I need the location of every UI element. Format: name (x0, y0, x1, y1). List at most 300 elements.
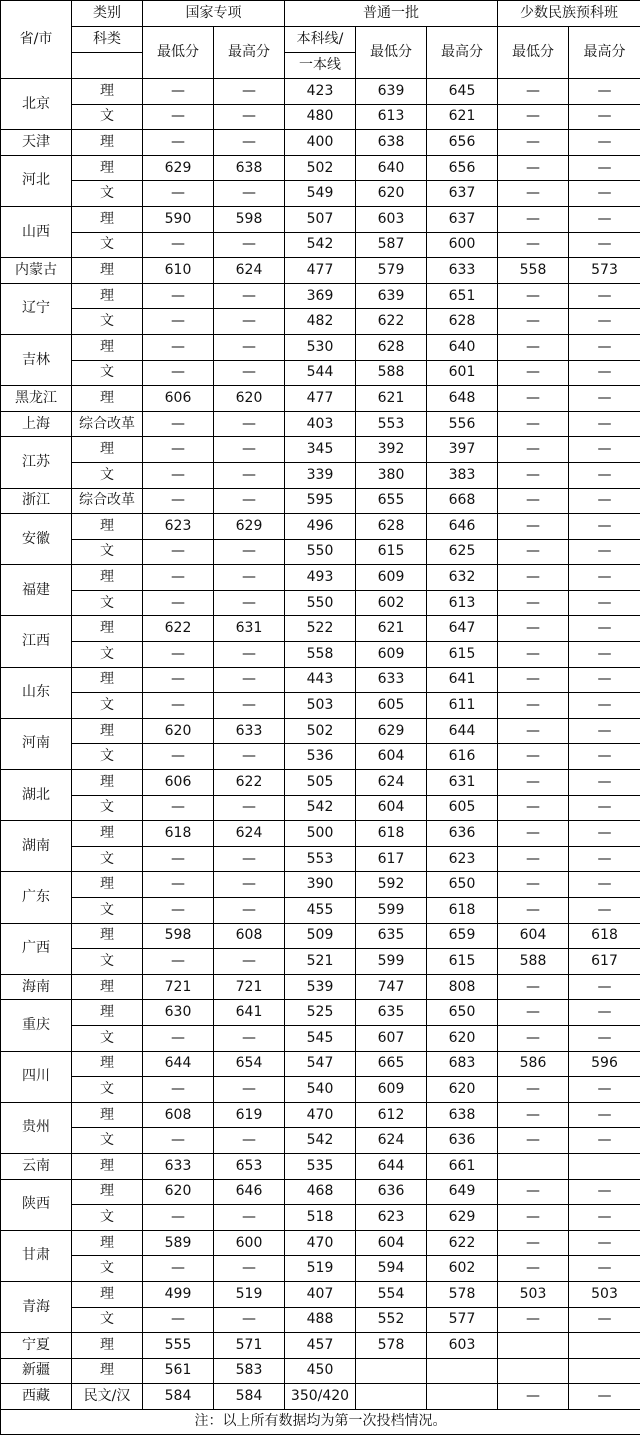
national-min-cell: 644 (143, 1051, 214, 1077)
province-cell: 黑龙江 (1, 386, 72, 412)
subject-cell: 理 (72, 514, 143, 540)
national-min-cell: — (143, 1307, 214, 1333)
line-header-top: 本科线/ (285, 27, 356, 53)
regular-max-cell: 668 (427, 488, 498, 514)
regular-min-cell: 604 (356, 744, 427, 770)
table-row (1, 539, 640, 565)
subject-cell: 理 (72, 872, 143, 898)
table-row (1, 974, 640, 1000)
minority-max-cell: — (569, 1384, 640, 1410)
minority-min-cell: — (498, 462, 569, 488)
table-row (1, 206, 640, 232)
table-row (1, 744, 640, 770)
national-min-cell: — (143, 1025, 214, 1051)
regular-max-cell: 383 (427, 462, 498, 488)
national-min-cell: — (143, 1128, 214, 1154)
regular-max-cell: 622 (427, 1230, 498, 1256)
table-row (1, 79, 640, 105)
regular-min-cell: 628 (356, 514, 427, 540)
province-cell: 山东 (1, 667, 72, 718)
national-min-cell: 610 (143, 258, 214, 284)
line-cell: 522 (285, 616, 356, 642)
line-cell: 545 (285, 1025, 356, 1051)
regular-max-cell: 636 (427, 1128, 498, 1154)
national-min-cell: 629 (143, 155, 214, 181)
regular-min-cell: 599 (356, 949, 427, 975)
national-max-cell: — (214, 283, 285, 309)
minority-min-cell: — (498, 795, 569, 821)
regular-max-cell (427, 1384, 498, 1410)
subject-cell: 文 (72, 1025, 143, 1051)
minority-max-cell: — (569, 206, 640, 232)
line-cell: 470 (285, 1230, 356, 1256)
subject-cell: 理 (72, 1102, 143, 1128)
national-max-cell: 721 (214, 974, 285, 1000)
regular-min-cell: 552 (356, 1307, 427, 1333)
minority-max-cell: — (569, 693, 640, 719)
national-min-cell: 721 (143, 974, 214, 1000)
national-min-cell: — (143, 309, 214, 335)
minority-min-cell: — (498, 155, 569, 181)
minority-max-cell (569, 1358, 640, 1384)
minority-max-cell: 618 (569, 923, 640, 949)
national-min-cell: — (143, 846, 214, 872)
regular-max-cell: 640 (427, 334, 498, 360)
province-cell: 湖北 (1, 770, 72, 821)
national-max-cell: — (214, 334, 285, 360)
regular-min-cell (356, 1358, 427, 1384)
subject-cell: 理 (72, 334, 143, 360)
regular-min-cell: 602 (356, 590, 427, 616)
minority-max-cell: — (569, 104, 640, 130)
line-cell: 488 (285, 1307, 356, 1333)
table-row (1, 846, 640, 872)
national-max-cell: — (214, 130, 285, 156)
national-min-cell: — (143, 104, 214, 130)
national-min-cell: — (143, 539, 214, 565)
minority-min-cell: — (498, 1205, 569, 1231)
table-row (1, 770, 640, 796)
line-cell: 477 (285, 258, 356, 284)
regular-max-cell: 633 (427, 258, 498, 284)
regular-max-cell: 621 (427, 104, 498, 130)
table-row (1, 411, 640, 437)
minority-min-cell: — (498, 539, 569, 565)
subject-cell: 理 (72, 79, 143, 105)
national-max-cell: — (214, 411, 285, 437)
province-cell: 吉林 (1, 334, 72, 385)
province-cell: 福建 (1, 565, 72, 616)
table-row (1, 1230, 640, 1256)
national-max-cell: — (214, 590, 285, 616)
minority-max-cell: — (569, 411, 640, 437)
minority-max-cell: — (569, 79, 640, 105)
regular-min-cell: 579 (356, 258, 427, 284)
national-max-cell: — (214, 309, 285, 335)
line-cell: 530 (285, 334, 356, 360)
subject-cell: 文 (72, 590, 143, 616)
minority-max-cell: — (569, 1205, 640, 1231)
national-min-cell: — (143, 488, 214, 514)
national-max-cell: — (214, 488, 285, 514)
national-max-cell: — (214, 1025, 285, 1051)
table-row (1, 616, 640, 642)
table-row (1, 360, 640, 386)
national-max-cell: 583 (214, 1358, 285, 1384)
national-max-cell: — (214, 642, 285, 668)
line-cell: 493 (285, 565, 356, 591)
regular-min-cell: 638 (356, 130, 427, 156)
line-cell: 470 (285, 1102, 356, 1128)
subject-cell: 理 (72, 616, 143, 642)
regular-min-cell: 554 (356, 1281, 427, 1307)
minority-min-cell: — (498, 1307, 569, 1333)
subject-cell: 理 (72, 1000, 143, 1026)
table-row (1, 334, 640, 360)
province-cell: 安徽 (1, 514, 72, 565)
national-min-cell: — (143, 795, 214, 821)
category-header: 类别 (72, 1, 143, 27)
national-min-cell: — (143, 462, 214, 488)
subject-cell: 文 (72, 104, 143, 130)
table-row (1, 1333, 640, 1359)
regular-max-cell: 613 (427, 590, 498, 616)
minority-min-cell (498, 1153, 569, 1179)
regular-min-cell: 623 (356, 1205, 427, 1231)
table-row (1, 795, 640, 821)
regular-max-cell: 637 (427, 206, 498, 232)
table-row (1, 258, 640, 284)
subject-cell: 理 (72, 718, 143, 744)
minority-min-cell (498, 1333, 569, 1359)
subject-cell: 文 (72, 1256, 143, 1282)
minority-min-header: 最低分 (498, 27, 569, 79)
province-cell: 广东 (1, 872, 72, 923)
table-row (1, 821, 640, 847)
minority-min-cell: 604 (498, 923, 569, 949)
national-min-cell: — (143, 667, 214, 693)
table-row (1, 642, 640, 668)
line-cell: 443 (285, 667, 356, 693)
national-min-cell: — (143, 693, 214, 719)
national-min-cell: — (143, 130, 214, 156)
line-cell: 339 (285, 462, 356, 488)
regular-max-cell: 656 (427, 155, 498, 181)
line-cell: 477 (285, 386, 356, 412)
regular-min-cell: 609 (356, 642, 427, 668)
province-cell: 西藏 (1, 1384, 72, 1410)
regular-max-cell: 683 (427, 1051, 498, 1077)
minority-min-cell: — (498, 1102, 569, 1128)
minority-min-cell: — (498, 744, 569, 770)
subject-cell: 文 (72, 898, 143, 924)
line-cell: 595 (285, 488, 356, 514)
regular-min-cell (356, 1384, 427, 1410)
table-row (1, 1179, 640, 1205)
regular-max-cell: 638 (427, 1102, 498, 1128)
subject-cell: 文 (72, 949, 143, 975)
minority-max-cell (569, 1153, 640, 1179)
subject-cell: 理 (72, 1051, 143, 1077)
regular-max-cell: 636 (427, 821, 498, 847)
subject-cell: 理 (72, 1153, 143, 1179)
line-cell: 544 (285, 360, 356, 386)
national-min-cell: — (143, 590, 214, 616)
line-cell: 558 (285, 642, 356, 668)
minority-min-cell: — (498, 232, 569, 258)
table-row (1, 1051, 640, 1077)
footnote: 注：以上所有数据均为第一次投档情况。 (1, 1409, 640, 1434)
minority-min-cell: — (498, 846, 569, 872)
national-max-cell: 584 (214, 1384, 285, 1410)
regular-max-cell: 628 (427, 309, 498, 335)
minority-max-cell: — (569, 155, 640, 181)
national-max-cell: — (214, 1307, 285, 1333)
national-max-cell: — (214, 667, 285, 693)
minority-min-cell: — (498, 1384, 569, 1410)
national-min-cell: — (143, 744, 214, 770)
table-row (1, 514, 640, 540)
minority-max-cell: — (569, 462, 640, 488)
national-min-cell: — (143, 1077, 214, 1103)
province-cell: 江西 (1, 616, 72, 667)
minority-min-cell: 588 (498, 949, 569, 975)
subject-cell: 文 (72, 1128, 143, 1154)
table-row (1, 1025, 640, 1051)
regular-max-cell: 577 (427, 1307, 498, 1333)
regular-max-cell: 600 (427, 232, 498, 258)
regular-max-cell (427, 1358, 498, 1384)
national-min-cell: 561 (143, 1358, 214, 1384)
regular-min-cell: 609 (356, 1077, 427, 1103)
table-row (1, 1102, 640, 1128)
minority-min-cell: — (498, 872, 569, 898)
table-row (1, 181, 640, 207)
minority-max-cell: 617 (569, 949, 640, 975)
table-row (1, 1000, 640, 1026)
minority-min-cell: — (498, 206, 569, 232)
regular-max-cell: 605 (427, 795, 498, 821)
regular-min-cell: 622 (356, 309, 427, 335)
regular-max-cell: 602 (427, 1256, 498, 1282)
national-min-cell: — (143, 949, 214, 975)
table-row (1, 462, 640, 488)
regular-max-cell: 659 (427, 923, 498, 949)
regular-max-cell: 397 (427, 437, 498, 463)
table-row (1, 130, 640, 156)
regular-min-cell: 665 (356, 1051, 427, 1077)
regular-max-cell: 647 (427, 616, 498, 642)
subject-cell: 文 (72, 795, 143, 821)
line-cell: 457 (285, 1333, 356, 1359)
table-row (1, 1256, 640, 1282)
national-min-cell: — (143, 334, 214, 360)
table-row (1, 1077, 640, 1103)
national-max-cell: 641 (214, 1000, 285, 1026)
minority-min-cell: — (498, 616, 569, 642)
regular-min-cell: 578 (356, 1333, 427, 1359)
regular-max-cell: 808 (427, 974, 498, 1000)
minority-max-cell: — (569, 386, 640, 412)
national-min-cell: — (143, 1205, 214, 1231)
national-max-cell: — (214, 744, 285, 770)
national-max-cell: 624 (214, 821, 285, 847)
national-max-cell: — (214, 539, 285, 565)
minority-min-cell: — (498, 642, 569, 668)
national-max-cell: — (214, 565, 285, 591)
regular-max-cell: 615 (427, 949, 498, 975)
subject-cell: 文 (72, 462, 143, 488)
minority-max-cell: — (569, 1256, 640, 1282)
line-cell: 455 (285, 898, 356, 924)
minority-min-cell: — (498, 565, 569, 591)
national-min-cell: 590 (143, 206, 214, 232)
national-max-cell: — (214, 437, 285, 463)
province-cell: 云南 (1, 1153, 72, 1179)
minority-max-cell: — (569, 616, 640, 642)
national-min-cell: 499 (143, 1281, 214, 1307)
table-row (1, 309, 640, 335)
national-max-cell: 629 (214, 514, 285, 540)
national-max-cell: — (214, 79, 285, 105)
regular-min-cell: 655 (356, 488, 427, 514)
minority-max-cell: — (569, 283, 640, 309)
minority-max-cell: — (569, 437, 640, 463)
national-min-cell: — (143, 565, 214, 591)
minority-min-cell: — (498, 1179, 569, 1205)
regular-max-cell: 645 (427, 79, 498, 105)
minority-min-cell: — (498, 386, 569, 412)
minority-min-cell: — (498, 1025, 569, 1051)
regular-min-cell: 640 (356, 155, 427, 181)
regular-min-cell: 629 (356, 718, 427, 744)
regular-min-cell: 588 (356, 360, 427, 386)
regular-max-cell: 649 (427, 1179, 498, 1205)
minority-min-cell: — (498, 334, 569, 360)
minority-min-cell: — (498, 514, 569, 540)
line-cell: 525 (285, 1000, 356, 1026)
national-min-cell: 606 (143, 386, 214, 412)
regular-min-cell: 609 (356, 565, 427, 591)
subject-cell: 理 (72, 155, 143, 181)
subject-cell: 理 (72, 1230, 143, 1256)
minority-min-cell: — (498, 718, 569, 744)
regular-max-cell: 650 (427, 872, 498, 898)
regular-min-cell: 607 (356, 1025, 427, 1051)
table-row (1, 1358, 640, 1384)
regular-min-cell: 633 (356, 667, 427, 693)
line-header-bottom: 一本线 (285, 53, 356, 79)
line-cell: 390 (285, 872, 356, 898)
regular-max-cell: 620 (427, 1077, 498, 1103)
national-max-cell: 633 (214, 718, 285, 744)
regular-min-header: 最低分 (356, 27, 427, 79)
national-special-header: 国家专项 (143, 1, 285, 27)
national-max-cell: — (214, 104, 285, 130)
regular-min-cell: 592 (356, 872, 427, 898)
minority-max-cell: — (569, 1307, 640, 1333)
minority-max-cell: — (569, 539, 640, 565)
table-row (1, 1205, 640, 1231)
national-min-cell: 622 (143, 616, 214, 642)
subject-cell: 综合改革 (72, 411, 143, 437)
line-cell: 542 (285, 232, 356, 258)
subject-cell: 理 (72, 130, 143, 156)
minority-min-cell: — (498, 488, 569, 514)
regular-min-cell: 635 (356, 1000, 427, 1026)
subject-header-blank (72, 53, 143, 79)
regular-min-cell: 617 (356, 846, 427, 872)
national-max-cell: 598 (214, 206, 285, 232)
subject-cell: 理 (72, 258, 143, 284)
minority-min-cell: — (498, 974, 569, 1000)
table-row (1, 488, 640, 514)
regular-min-cell: 380 (356, 462, 427, 488)
regular-max-cell: 650 (427, 1000, 498, 1026)
minority-max-cell: — (569, 514, 640, 540)
national-max-cell: — (214, 846, 285, 872)
national-min-cell: 630 (143, 1000, 214, 1026)
minority-min-cell: — (498, 1230, 569, 1256)
national-max-cell: — (214, 360, 285, 386)
national-max-cell: 646 (214, 1179, 285, 1205)
subject-cell: 理 (72, 770, 143, 796)
subject-cell: 文 (72, 642, 143, 668)
table-row (1, 104, 640, 130)
table-row (1, 693, 640, 719)
minority-min-cell: 586 (498, 1051, 569, 1077)
table-row (1, 590, 640, 616)
minority-max-cell: — (569, 770, 640, 796)
national-min-cell: 598 (143, 923, 214, 949)
minority-min-cell: 558 (498, 258, 569, 284)
minority-min-cell: — (498, 770, 569, 796)
national-max-cell: 519 (214, 1281, 285, 1307)
table-row (1, 667, 640, 693)
minority-max-cell: — (569, 872, 640, 898)
minority-min-cell: — (498, 411, 569, 437)
minority-min-cell: — (498, 309, 569, 335)
regular-max-cell: 656 (427, 130, 498, 156)
regular-batch-header: 普通一批 (285, 1, 498, 27)
national-min-cell: — (143, 437, 214, 463)
regular-min-cell: 599 (356, 898, 427, 924)
regular-max-cell: 578 (427, 1281, 498, 1307)
minority-max-cell: — (569, 1077, 640, 1103)
subject-cell: 文 (72, 539, 143, 565)
minority-min-cell: — (498, 79, 569, 105)
national-max-cell: — (214, 693, 285, 719)
minority-max-cell: — (569, 744, 640, 770)
national-max-cell: 571 (214, 1333, 285, 1359)
subject-cell: 文 (72, 1307, 143, 1333)
regular-max-cell: 631 (427, 770, 498, 796)
subject-cell: 理 (72, 1179, 143, 1205)
minority-max-cell: — (569, 718, 640, 744)
national-min-cell: 606 (143, 770, 214, 796)
national-max-cell: — (214, 795, 285, 821)
line-cell: 450 (285, 1358, 356, 1384)
regular-min-cell: 747 (356, 974, 427, 1000)
subject-cell: 文 (72, 360, 143, 386)
minority-min-cell: — (498, 1077, 569, 1103)
regular-max-header: 最高分 (427, 27, 498, 79)
regular-max-cell: 615 (427, 642, 498, 668)
subject-cell: 文 (72, 309, 143, 335)
table-row (1, 283, 640, 309)
table-row (1, 718, 640, 744)
national-max-cell: 600 (214, 1230, 285, 1256)
